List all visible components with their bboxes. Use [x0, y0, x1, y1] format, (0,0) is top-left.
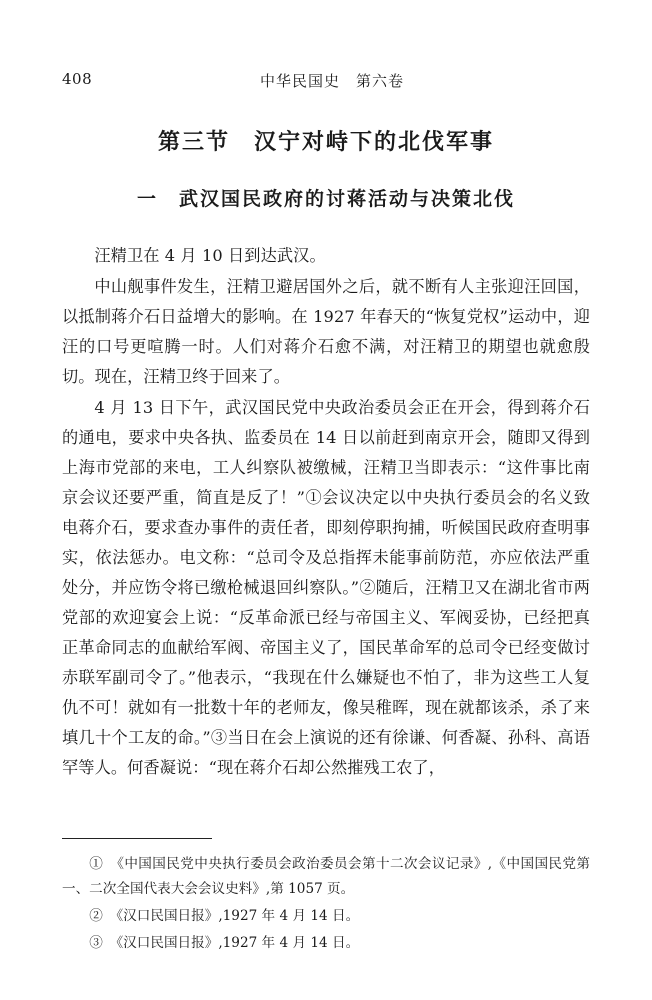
footnote-text: ① 《中国国民党中央执行委员会政治委员会第十二次会议记录》,《中国国民党第一、二次全国代表大会会议史料》,第 1057 页。 [62, 856, 590, 897]
running-title: 中华民国史 第六卷 [260, 72, 405, 90]
section-title: 第三节 汉宁对峙下的北伐军事 [157, 130, 494, 155]
footnote-text: ③ 《汉口民国日报》,1927 年 4 月 14 日。 [89, 935, 360, 951]
footnote-item [62, 852, 590, 902]
footnote-item [62, 931, 590, 956]
footnote-separator [62, 838, 212, 839]
page-content [62, 125, 590, 784]
body-paragraph: 汪精卫在 4 月 10 日到达武汉。 [94, 246, 326, 265]
subsection-title: 一 武汉国民政府的讨蒋活动与决策北伐 [136, 188, 515, 210]
footnote-list [62, 852, 590, 958]
footnote-item [62, 904, 590, 929]
page-number: 408 [62, 70, 93, 88]
footnote-text: ② 《汉口民国日报》,1927 年 4 月 14 日。 [89, 908, 360, 924]
body-paragraph: 中山舰事件发生，汪精卫避居国外之后，就不断有人主张迎汪回国，以抵制蒋介石日益增大的影响。在 1927 年春天的“恢复党权”运动中，迎汪的口号更喧腾一时。人们对蒋介石愈不满，对汪精卫的期望也就愈殷切。现在，汪精卫终于回来了。 [62, 277, 590, 386]
body-paragraph: 4 月 13 日下午，武汉国民党中央政治委员会正在开会，得到蒋介石的通电，要求中央各执、监委员在 14 日以前赶到南京开会，随即又得到上海市党部的来电，工人纠察队被缴械，汪精卫当即表示：“这件事比南京会议还要严重，简直是反了！”①会议决定以中央执行委员会的名义致电蒋介石，要求查办事件的责任者，即刻停职拘捕，听候国民政府查明事实，依法惩办。电文称：“总司令及总指挥未能事前防范，亦应依法严重处分，并应饬令将已缴枪械退回纠察队。”②随后，汪精卫又在湖北省市两党部的欢迎宴会上说：“反革命派已经与帝国主义、军阀妥协，已经把真正革命同志的血献给军阀、帝国主义了，国民革命军的总司令已经变做讨赤联军副司令了。”他表示，“我现在什么嫌疑也不怕了，非为这些工人复仇不可！就如有一批数十年的老师友，像吴稚晖，现在就都该杀，杀了来填几十个工友的命。”③当日在会上演说的还有徐谦、何香凝、孙科、高语罕等人。何香凝说：“现在蒋介石却公然摧残工农了， [62, 398, 590, 777]
page-header [62, 70, 590, 92]
